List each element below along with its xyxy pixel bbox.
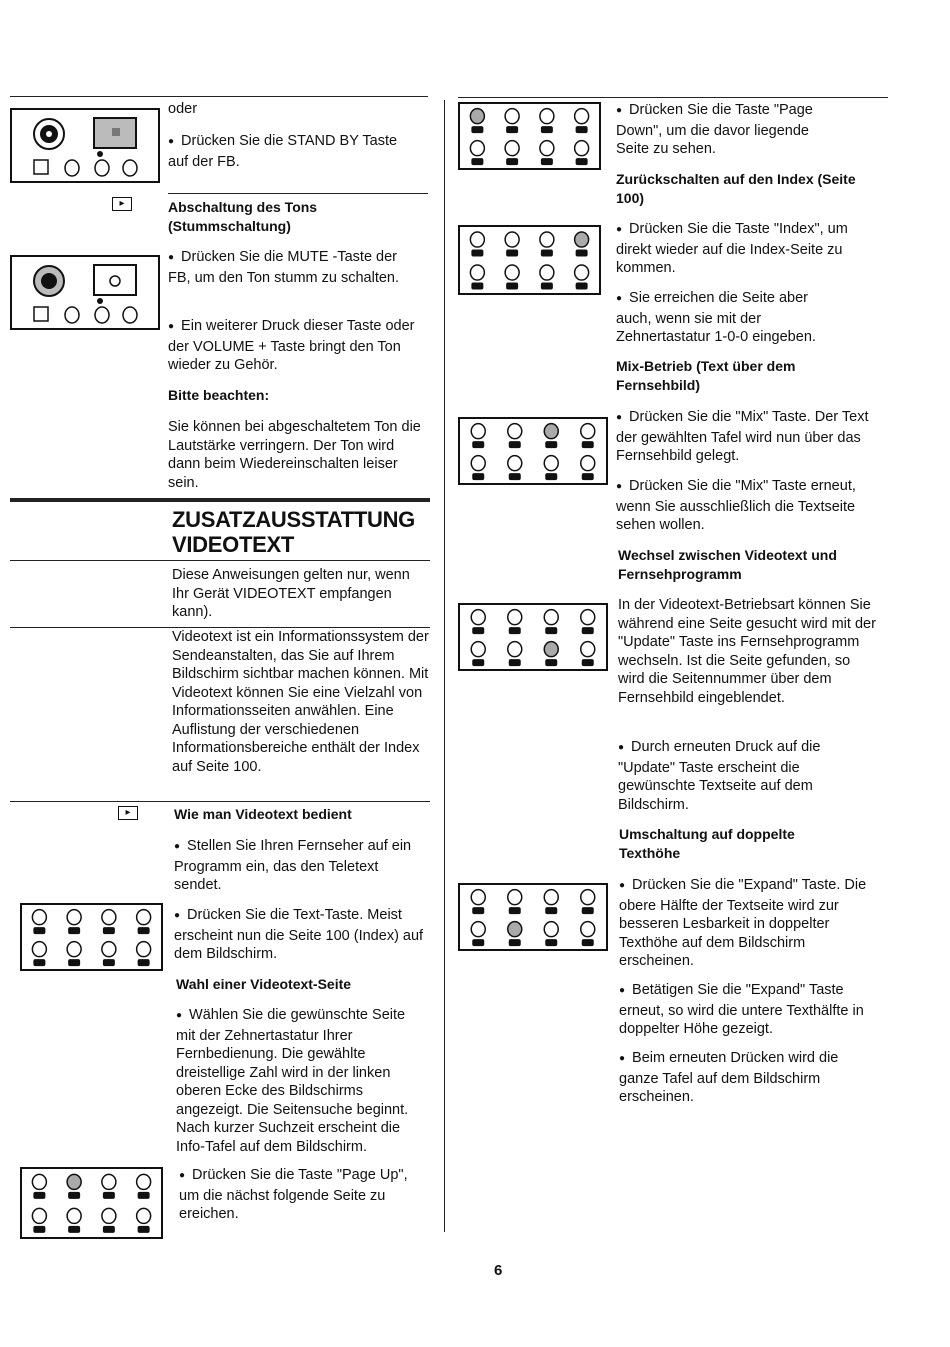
remote-button-symbol xyxy=(103,1226,115,1233)
switch-instruction-1: In der Videotext-Betriebsart können Sie während eine Seite gesucht wird mit der "Update" Taste ins Fernsehprogramm wechseln. Ist die Seite gefunden, so wird die Seitennummer über dem Fernsehbild eingeblendet. xyxy=(618,597,876,706)
remote-button xyxy=(505,141,519,156)
remote-button-symbol xyxy=(582,441,594,448)
remote-button xyxy=(540,141,554,156)
remote-text-diagram xyxy=(20,903,163,971)
remote-button xyxy=(544,456,558,471)
remote-button xyxy=(544,642,558,657)
remote-button xyxy=(471,922,485,937)
text-remote-svg xyxy=(22,905,161,969)
remote-button-symbol xyxy=(472,441,484,448)
remote-button-symbol xyxy=(506,250,518,257)
rule-section-thick xyxy=(10,498,430,502)
remote-button-symbol xyxy=(471,158,483,165)
mute-instruction-1: ● Drücken Sie die MUTE -Taste der FB, um den Ton stumm zu schalten. xyxy=(168,248,408,287)
remote-button-symbol xyxy=(472,939,484,946)
select-instruction: ● Wählen Sie die gewünschte Seite mit der Zehnertastatur Ihrer Fernbedienung. Die gewählte dreistellige Zahl wird in der linken oberen Ecke des Bildschirms angezeigt. Die Seitensuche beginnt. Nach kurzer Suchzeit erscheint die Info-Tafel auf dem Bildschirm. xyxy=(176,1006,426,1156)
mute-instruction-2: ● Ein weiterer Druck dieser Taste oder der VOLUME + Taste bringt den Ton wieder zu Gehör. xyxy=(168,317,418,375)
mix-heading: Mix-Betrieb (Text über dem Fernsehbild) xyxy=(616,358,796,393)
remote-button-symbol xyxy=(68,927,80,934)
remote-button-symbol xyxy=(545,473,557,480)
remote-button xyxy=(471,610,485,625)
remote-button xyxy=(32,1208,46,1223)
remote-button xyxy=(508,610,522,625)
remote-button-symbol xyxy=(576,158,588,165)
remote-button-symbol xyxy=(576,250,588,257)
expand-instruction-1: ● Drücken Sie die "Expand" Taste. Die obere Hälfte der Textseite wird zur besseren Lesbarkeit in doppelter Texthöhe auf dem Bildschirm erscheinen. xyxy=(619,876,879,971)
remote-button xyxy=(67,942,81,957)
remote-button xyxy=(575,141,589,156)
expand-instruction-3: ● Beim erneuten Drücken wird die ganze Tafel auf dem Bildschirm erscheinen. xyxy=(619,1049,879,1107)
remote-button-symbol xyxy=(545,627,557,634)
remote-button-symbol xyxy=(506,158,518,165)
column-divider xyxy=(444,100,445,1232)
remote-button xyxy=(67,910,81,925)
remote-button xyxy=(581,456,595,471)
expand-heading: Umschaltung auf doppelte Texthöhe xyxy=(619,826,795,861)
select-heading: Wahl einer Videotext-Seite xyxy=(176,976,352,992)
remote-button xyxy=(137,942,151,957)
remote-button xyxy=(544,610,558,625)
section-title-line-1: ZUSATZAUSSTATTUNG xyxy=(172,507,415,532)
remote-button xyxy=(581,424,595,439)
remote-button xyxy=(102,910,116,925)
remote-button xyxy=(508,642,522,657)
remote-standby-diagram xyxy=(10,108,160,183)
remote-button-symbol xyxy=(472,627,484,634)
remote-button xyxy=(67,1208,81,1223)
switch-heading: Wechsel zwischen Videotext und Fernsehprogramm xyxy=(618,547,837,582)
rule-howto xyxy=(10,801,430,802)
remote-button xyxy=(471,642,485,657)
remote-button xyxy=(508,456,522,471)
remote-button-symbol xyxy=(138,927,150,934)
remote-button-symbol xyxy=(541,126,553,133)
index-heading: Zurückschalten auf den Index (Seite 100) xyxy=(616,171,856,206)
remote-button xyxy=(544,922,558,937)
remote-button-symbol xyxy=(541,250,553,257)
remote-button xyxy=(581,642,595,657)
remote-button xyxy=(32,1174,46,1189)
remote-button xyxy=(470,141,484,156)
rule-section-2 xyxy=(10,560,430,561)
remote-button xyxy=(540,265,554,280)
oder-text: oder xyxy=(168,101,198,117)
remote-button xyxy=(508,424,522,439)
mute-remote-svg xyxy=(12,257,158,328)
intro-note: Diese Anweisungen gelten nur, wenn Ihr Gerät VIDEOTEXT empfangen kann). xyxy=(172,567,410,620)
remote-button-symbol xyxy=(472,659,484,666)
index-instruction-2: ● Sie erreichen die Seite aber auch, wenn sie mit der Zehnertastatur 1-0-0 eingeben. xyxy=(616,289,846,347)
remote-button-symbol xyxy=(582,659,594,666)
remote-button xyxy=(470,109,484,124)
remote-button xyxy=(505,109,519,124)
remote-update-diagram xyxy=(458,603,608,671)
remote-button-symbol xyxy=(68,959,80,966)
mix-instruction-1: ● Drücken Sie die "Mix" Taste. Der Text der gewählten Tafel wird nun über das Fernsehbild gelegt. xyxy=(616,408,876,466)
remote-button-symbol xyxy=(582,627,594,634)
intro-description: Videotext ist ein Informationssystem der Sendeanstalten, das Sie auf Ihrem Bildschirm sichtbar machen können. Mit Videotext können Sie eine Vielzahl von Informationsseiten anwählen. Eine Auflistung der verschiedenen Informationsbereiche enthält der Index auf Seite 100. xyxy=(172,629,429,775)
remote-button-symbol xyxy=(541,158,553,165)
top-rule-left xyxy=(10,96,428,97)
remote-button-symbol xyxy=(576,126,588,133)
index-instruction-1: ● Drücken Sie die Taste "Index", um direkt wieder auf die Index-Seite zu kommen. xyxy=(616,220,876,278)
remote-button-symbol xyxy=(509,659,521,666)
page-number: 6 xyxy=(494,1262,503,1279)
remote-button xyxy=(102,1174,116,1189)
remote-index-diagram xyxy=(458,225,601,295)
remote-button-symbol xyxy=(545,659,557,666)
remote-button-symbol xyxy=(509,907,521,914)
howto-instruction-1: ● Stellen Sie Ihren Fernseher auf ein Programm ein, das den Teletext sendet. xyxy=(174,837,424,895)
remote-button xyxy=(508,890,522,905)
remote-button-symbol xyxy=(576,283,588,290)
remote-button-symbol xyxy=(509,627,521,634)
remote-button xyxy=(575,109,589,124)
pagedown-remote-svg xyxy=(460,104,599,168)
remote-pageup-diagram xyxy=(20,1167,163,1239)
remote-button-symbol xyxy=(33,1192,45,1199)
top-rule-right xyxy=(458,97,888,98)
standby-remote-svg xyxy=(12,110,158,181)
expand-instruction-2: ● Betätigen Sie die "Expand" Taste erneut, so wird die untere Texthälfte in doppelter Höhe gezeigt. xyxy=(619,981,879,1039)
remote-button xyxy=(67,1174,81,1189)
remote-button-symbol xyxy=(582,907,594,914)
mix-remote-svg xyxy=(460,419,606,483)
remote-button xyxy=(508,922,522,937)
mute-heading: Abschaltung des Tons (Stummschaltung) xyxy=(168,199,318,234)
remote-button xyxy=(540,109,554,124)
remote-button xyxy=(102,942,116,957)
remote-button-symbol xyxy=(33,927,45,934)
remote-button-symbol xyxy=(509,473,521,480)
remote-button xyxy=(505,265,519,280)
index-remote-svg xyxy=(460,227,599,293)
remote-button-symbol xyxy=(471,126,483,133)
update-remote-svg xyxy=(460,605,606,669)
remote-button-symbol xyxy=(103,927,115,934)
remote-button-symbol xyxy=(506,126,518,133)
remote-button-symbol xyxy=(506,283,518,290)
pageup-remote-svg xyxy=(22,1169,161,1237)
remote-button xyxy=(32,942,46,957)
remote-button xyxy=(137,910,151,925)
remote-button-symbol xyxy=(138,1192,150,1199)
remote-button-symbol xyxy=(545,441,557,448)
pageup-instruction: ● Drücken Sie die Taste "Page Up", um die nächst folgende Seite zu ereichen. xyxy=(179,1166,429,1224)
rule-mute xyxy=(168,193,428,194)
howto-heading: Wie man Videotext bedient xyxy=(174,806,352,822)
remote-button xyxy=(470,232,484,247)
remote-button-symbol xyxy=(138,959,150,966)
remote-pagedown-diagram xyxy=(458,102,601,170)
remote-button xyxy=(505,232,519,247)
remote-mix-diagram xyxy=(458,417,608,485)
remote-button-symbol xyxy=(545,907,557,914)
teletext-icon-2: ▸ xyxy=(118,806,138,820)
remote-button-symbol xyxy=(103,1192,115,1199)
remote-button xyxy=(581,922,595,937)
remote-button-symbol xyxy=(545,939,557,946)
remote-button-symbol xyxy=(33,959,45,966)
remote-button xyxy=(137,1208,151,1223)
remote-button xyxy=(540,232,554,247)
remote-button xyxy=(471,456,485,471)
remote-button xyxy=(137,1174,151,1189)
remote-button xyxy=(575,265,589,280)
remote-button xyxy=(581,610,595,625)
pagedown-instruction: ● Drücken Sie die Taste "Page Down", um die davor liegende Seite zu sehen. xyxy=(616,101,836,159)
remote-button-symbol xyxy=(541,283,553,290)
remote-button xyxy=(544,890,558,905)
remote-button-symbol xyxy=(103,959,115,966)
section-title-line-2: VIDEOTEXT xyxy=(172,532,294,557)
remote-button-symbol xyxy=(509,441,521,448)
remote-button-symbol xyxy=(472,907,484,914)
remote-button xyxy=(470,265,484,280)
remote-mute-diagram xyxy=(10,255,160,330)
remote-button-symbol xyxy=(509,939,521,946)
remote-button-symbol xyxy=(582,473,594,480)
howto-instruction-2: ● Drücken Sie die Text-Taste. Meist erscheint nun die Seite 100 (Index) auf dem Bildschirm. xyxy=(174,906,424,964)
remote-button xyxy=(102,1208,116,1223)
switch-instruction-2: ● Durch erneuten Druck auf die "Update" Taste erscheint die gewünschte Textseite auf dem Bildschirm. xyxy=(618,738,858,814)
remote-button-symbol xyxy=(33,1226,45,1233)
teletext-icon-1: ▸ xyxy=(112,197,132,211)
section-title xyxy=(172,507,432,557)
mix-instruction-2: ● Drücken Sie die "Mix" Taste erneut, wenn Sie ausschließlich die Textseite sehen wollen. xyxy=(616,477,876,535)
standby-instruction: ● Drücken Sie die STAND BY Taste auf der FB. xyxy=(168,132,408,171)
expand-remote-svg xyxy=(460,885,606,949)
remote-button xyxy=(471,424,485,439)
remote-button-symbol xyxy=(472,473,484,480)
remote-button-symbol xyxy=(471,283,483,290)
remote-expand-diagram xyxy=(458,883,608,951)
note-heading: Bitte beachten: xyxy=(168,387,270,403)
remote-button xyxy=(575,232,589,247)
remote-button-symbol xyxy=(138,1226,150,1233)
remote-button xyxy=(32,910,46,925)
remote-button xyxy=(581,890,595,905)
remote-button xyxy=(471,890,485,905)
remote-button-symbol xyxy=(68,1226,80,1233)
remote-button-symbol xyxy=(582,939,594,946)
remote-button xyxy=(544,424,558,439)
remote-button-symbol xyxy=(68,1192,80,1199)
remote-button-symbol xyxy=(471,250,483,257)
note-text: Sie können bei abgeschaltetem Ton die Lautstärke verringern. Der Ton wird dann beim Wiedereinschalten leiser sein. xyxy=(168,419,421,491)
